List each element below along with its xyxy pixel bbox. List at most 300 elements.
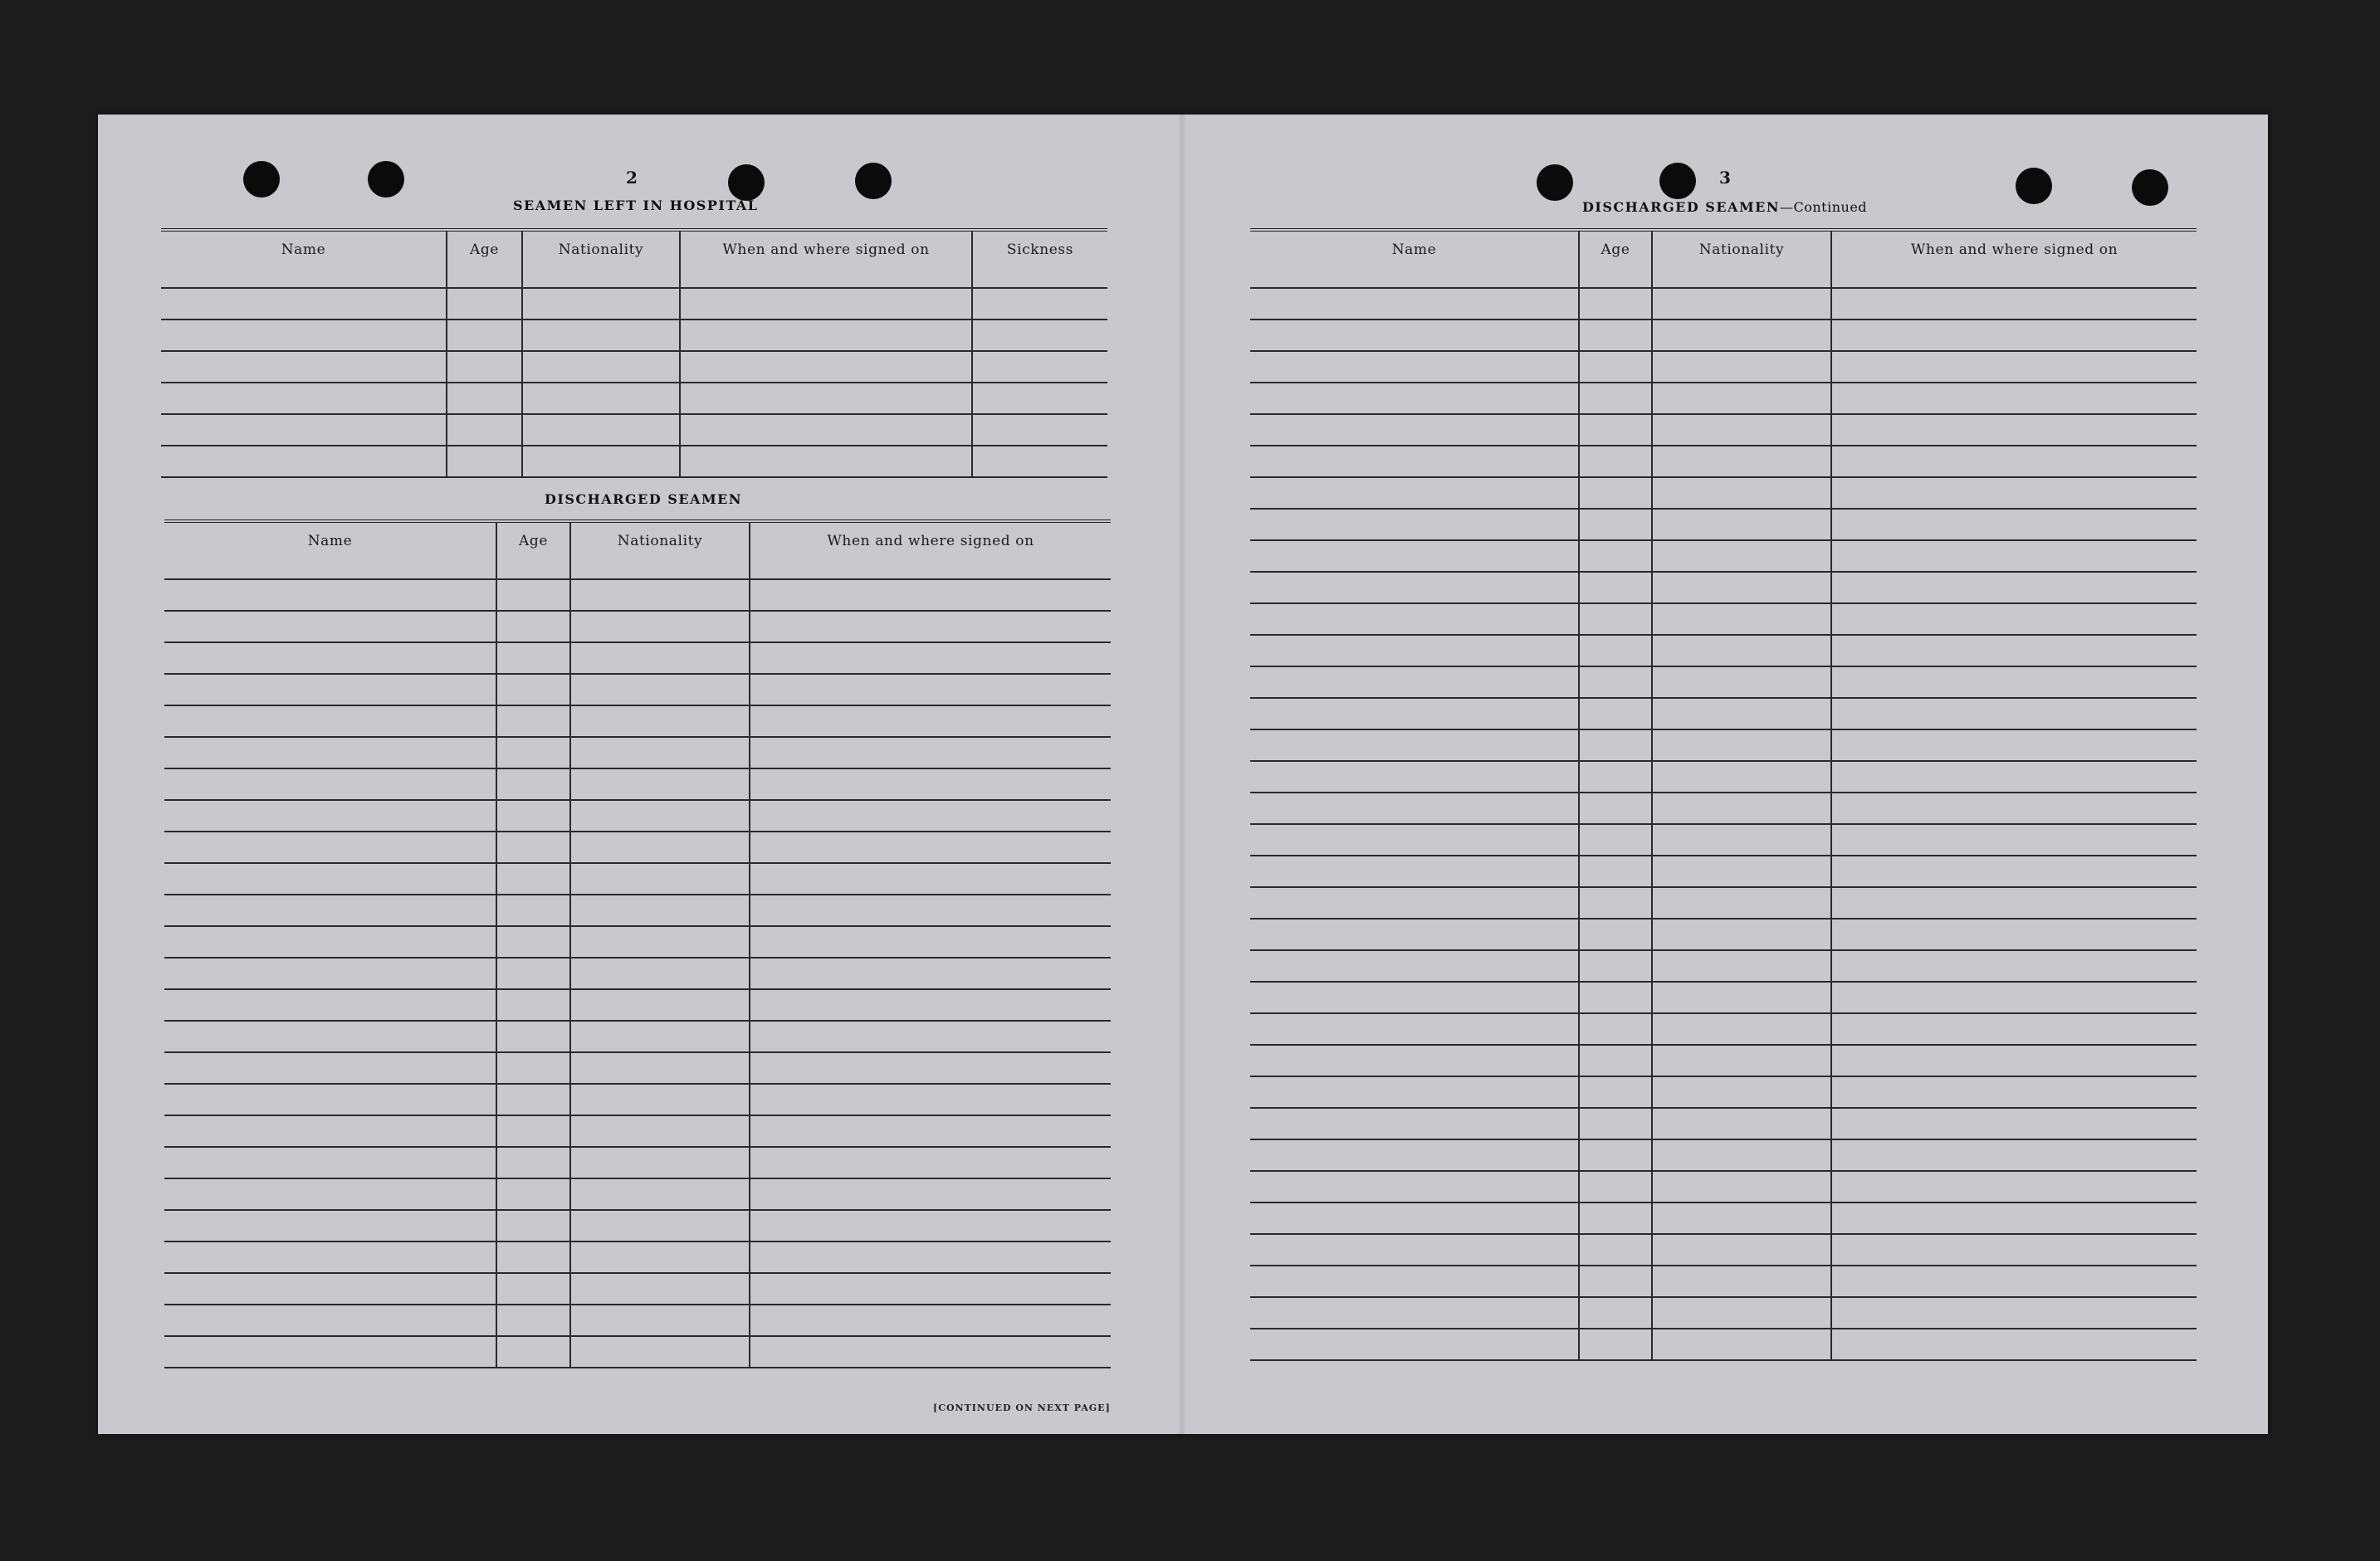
table-cell [1831, 351, 2197, 383]
table-cell [750, 1178, 1111, 1210]
table-cell [164, 611, 496, 642]
table-cell [1831, 288, 2197, 320]
column-header: When and where signed on [1831, 230, 2197, 288]
page-fold [1179, 115, 1185, 1434]
table-cell [522, 320, 680, 351]
table-cell [1652, 635, 1831, 666]
table-cell [972, 383, 1107, 414]
table-row [1250, 1013, 2197, 1045]
punch-hole [1537, 164, 1573, 201]
table-cell [496, 1084, 570, 1115]
table-cell [1652, 856, 1831, 887]
punch-hole [855, 163, 892, 199]
table-cell [1250, 477, 1579, 509]
table-cell [680, 414, 972, 446]
table-cell [522, 288, 680, 320]
table-cell [1250, 919, 1579, 950]
table-cell [972, 414, 1107, 446]
table-cell [496, 1052, 570, 1084]
table-cell [1250, 446, 1579, 477]
table-row [1250, 666, 2197, 698]
table-cell [570, 1241, 750, 1273]
table-cell [164, 1084, 496, 1115]
table-row [1250, 919, 2197, 950]
table-cell [164, 737, 496, 768]
table-cell [972, 288, 1107, 320]
table-cell [496, 768, 570, 800]
table-cell [1579, 1202, 1652, 1234]
discharged-table-body [164, 579, 1111, 1368]
table-cell [1579, 887, 1652, 919]
table-row [1250, 824, 2197, 856]
table-cell [1831, 856, 2197, 887]
table-cell [1250, 856, 1579, 887]
table-cell [1250, 666, 1579, 698]
punch-hole [2016, 168, 2052, 204]
table-row [164, 1052, 1111, 1084]
table-cell [1250, 351, 1579, 383]
table-cell [570, 989, 750, 1021]
table-cell [447, 383, 522, 414]
table-cell [570, 1115, 750, 1147]
table-cell [496, 926, 570, 958]
table-cell [1250, 288, 1579, 320]
table-cell [1831, 1139, 2197, 1171]
table-cell [750, 863, 1111, 895]
table-cell [164, 1052, 496, 1084]
table-cell [570, 579, 750, 611]
table-cell [1652, 603, 1831, 635]
table-cell [161, 414, 447, 446]
table-row [1250, 1297, 2197, 1329]
table-cell [164, 1241, 496, 1273]
table-row [1250, 477, 2197, 509]
table-cell [1250, 383, 1579, 414]
table-row [164, 737, 1111, 768]
table-cell [1652, 793, 1831, 824]
table-cell [680, 320, 972, 351]
table-cell [750, 1021, 1111, 1052]
table-cell [1831, 635, 2197, 666]
table-cell [570, 895, 750, 926]
table-cell [496, 579, 570, 611]
discharged-header-row [164, 521, 1111, 579]
table-cell [496, 1178, 570, 1210]
column-header: Age [447, 230, 522, 288]
table-cell [1579, 919, 1652, 950]
table-cell [1250, 1045, 1579, 1076]
table-cell [447, 288, 522, 320]
table-cell [750, 1115, 1111, 1147]
table-cell [1250, 793, 1579, 824]
table-cell [447, 446, 522, 477]
table-cell [570, 800, 750, 832]
table-cell [1652, 982, 1831, 1013]
table-cell [1579, 1234, 1652, 1266]
table-cell [570, 1147, 750, 1178]
table-row [164, 768, 1111, 800]
table-cell [570, 1273, 750, 1305]
table-cell [1831, 1171, 2197, 1202]
discharged-section-title: DISCHARGED SEAMEN [545, 491, 742, 507]
table-row [1250, 1139, 2197, 1171]
punch-hole [728, 164, 765, 201]
table-row [1250, 351, 2197, 383]
table-cell [1579, 635, 1652, 666]
table-cell [1831, 540, 2197, 572]
table-cell [522, 446, 680, 477]
table-row [161, 351, 1107, 383]
table-row [1250, 1266, 2197, 1297]
table-cell [570, 705, 750, 737]
table-cell [750, 1305, 1111, 1336]
table-cell [1250, 1076, 1579, 1108]
table-cell [164, 1273, 496, 1305]
table-cell [1250, 1297, 1579, 1329]
table-cell [1250, 320, 1579, 351]
column-header: Name [164, 521, 496, 579]
table-cell [1831, 887, 2197, 919]
hospital-section-title: SEAMEN LEFT IN HOSPITAL [513, 198, 759, 213]
table-row [1250, 288, 2197, 320]
table-row [1250, 1171, 2197, 1202]
table-cell [1831, 1202, 2197, 1234]
table-row [1250, 887, 2197, 919]
punch-hole [1659, 163, 1696, 199]
table-cell [1831, 1013, 2197, 1045]
table-cell [1831, 477, 2197, 509]
table-row [1250, 729, 2197, 761]
table-row [1250, 1076, 2197, 1108]
table-cell [164, 1147, 496, 1178]
table-cell [1652, 414, 1831, 446]
table-cell [1831, 824, 2197, 856]
table-cell [1831, 446, 2197, 477]
table-cell [1250, 414, 1579, 446]
table-cell [164, 1336, 496, 1368]
table-cell [750, 674, 1111, 705]
table-row [1250, 635, 2197, 666]
table-row [1250, 1045, 2197, 1076]
table-cell [1831, 793, 2197, 824]
table-cell [1579, 982, 1652, 1013]
table-cell [1652, 729, 1831, 761]
table-cell [161, 320, 447, 351]
table-cell [1579, 666, 1652, 698]
table-cell [1652, 320, 1831, 351]
table-cell [1579, 793, 1652, 824]
table-cell [1250, 1234, 1579, 1266]
table-row [164, 1241, 1111, 1273]
table-cell [522, 383, 680, 414]
column-header: Nationality [570, 521, 750, 579]
table-cell [1250, 1171, 1579, 1202]
table-row [164, 989, 1111, 1021]
table-cell [570, 1178, 750, 1210]
table-cell [1579, 729, 1652, 761]
punch-hole [243, 161, 280, 198]
table-cell [750, 800, 1111, 832]
table-cell [1652, 761, 1831, 793]
table-cell [750, 989, 1111, 1021]
table-row [164, 1115, 1111, 1147]
table-cell [1579, 351, 1652, 383]
table-cell [496, 705, 570, 737]
table-cell [1652, 824, 1831, 856]
table-cell [522, 414, 680, 446]
table-cell [164, 800, 496, 832]
table-cell [1579, 320, 1652, 351]
table-cell [1250, 950, 1579, 982]
table-row [164, 1273, 1111, 1305]
table-cell [164, 642, 496, 674]
table-cell [1579, 509, 1652, 540]
table-row [164, 579, 1111, 611]
table-row [164, 958, 1111, 989]
table-cell [1579, 1076, 1652, 1108]
table-cell [496, 611, 570, 642]
table-cell [164, 768, 496, 800]
table-cell [1652, 887, 1831, 919]
table-cell [1579, 698, 1652, 729]
table-cell [1250, 761, 1579, 793]
table-cell [1250, 540, 1579, 572]
table-row [1250, 446, 2197, 477]
table-row [164, 863, 1111, 895]
table-row [1250, 1329, 2197, 1360]
hospital-table [161, 228, 1107, 478]
table-cell [161, 383, 447, 414]
table-cell [1652, 1329, 1831, 1360]
table-cell [1579, 1139, 1652, 1171]
table-cell [1579, 446, 1652, 477]
punch-hole [2132, 169, 2168, 206]
table-cell [750, 926, 1111, 958]
table-cell [1250, 1139, 1579, 1171]
table-row [1250, 793, 2197, 824]
continued-suffix: —Continued [1779, 199, 1868, 215]
hospital-table-body [161, 288, 1107, 477]
table-cell [161, 351, 447, 383]
column-header: Name [161, 230, 447, 288]
table-cell [496, 832, 570, 863]
hospital-header-row [161, 230, 1107, 288]
table-row [1250, 603, 2197, 635]
table-cell [1579, 1171, 1652, 1202]
table-cell [164, 1178, 496, 1210]
table-row [161, 288, 1107, 320]
column-header: When and where signed on [680, 230, 972, 288]
table-cell [164, 832, 496, 863]
punch-hole [368, 161, 404, 198]
discharged-continued-title-text: DISCHARGED SEAMEN [1582, 199, 1780, 215]
table-cell [447, 320, 522, 351]
table-row [1250, 856, 2197, 887]
table-cell [570, 1336, 750, 1368]
table-cell [1250, 982, 1579, 1013]
table-cell [680, 351, 972, 383]
table-row [161, 414, 1107, 446]
table-cell [496, 1241, 570, 1273]
column-header: Nationality [522, 230, 680, 288]
table-cell [750, 768, 1111, 800]
continued-header-row [1250, 230, 2197, 288]
table-cell [1250, 887, 1579, 919]
table-row [161, 446, 1107, 477]
table-cell [496, 895, 570, 926]
table-row [164, 611, 1111, 642]
table-cell [1579, 950, 1652, 982]
table-cell [1652, 950, 1831, 982]
table-cell [1831, 1234, 2197, 1266]
table-row [164, 800, 1111, 832]
table-cell [1579, 1266, 1652, 1297]
table-cell [164, 705, 496, 737]
table-cell [1831, 729, 2197, 761]
column-header: Sickness [972, 230, 1107, 288]
table-cell [570, 768, 750, 800]
table-row [1250, 698, 2197, 729]
table-cell [522, 351, 680, 383]
table-cell [1652, 1171, 1831, 1202]
table-cell [164, 1210, 496, 1241]
table-cell [750, 895, 1111, 926]
table-cell [1579, 856, 1652, 887]
table-row [164, 1147, 1111, 1178]
table-cell [1652, 919, 1831, 950]
discharged-continued-table [1250, 228, 2197, 1361]
table-cell [1831, 572, 2197, 603]
table-row [164, 1336, 1111, 1368]
table-cell [496, 642, 570, 674]
table-cell [570, 674, 750, 705]
table-row [164, 895, 1111, 926]
table-cell [750, 611, 1111, 642]
table-cell [1652, 477, 1831, 509]
table-cell [750, 832, 1111, 863]
table-cell [496, 1336, 570, 1368]
discharged-continued-title [1582, 199, 1867, 215]
table-cell [570, 611, 750, 642]
table-cell [496, 674, 570, 705]
table-cell [161, 446, 447, 477]
table-cell [1652, 666, 1831, 698]
table-row [1250, 982, 2197, 1013]
table-cell [1579, 477, 1652, 509]
table-cell [496, 800, 570, 832]
table-cell [164, 674, 496, 705]
table-cell [1652, 1234, 1831, 1266]
table-cell [1652, 1045, 1831, 1076]
table-cell [496, 989, 570, 1021]
table-cell [1250, 509, 1579, 540]
table-cell [570, 926, 750, 958]
table-cell [570, 1021, 750, 1052]
table-cell [1831, 414, 2197, 446]
table-cell [164, 989, 496, 1021]
table-cell [1579, 383, 1652, 414]
table-cell [750, 579, 1111, 611]
table-row [161, 383, 1107, 414]
table-cell [496, 1210, 570, 1241]
table-cell [1579, 1329, 1652, 1360]
table-cell [496, 1021, 570, 1052]
table-row [164, 832, 1111, 863]
table-cell [1831, 1329, 2197, 1360]
table-cell [164, 1115, 496, 1147]
table-cell [1579, 603, 1652, 635]
table-cell [161, 288, 447, 320]
table-cell [1652, 1139, 1831, 1171]
table-cell [972, 446, 1107, 477]
table-cell [750, 1210, 1111, 1241]
table-row [1250, 1202, 2197, 1234]
table-cell [164, 1021, 496, 1052]
table-cell [1831, 320, 2197, 351]
page-number-right: 3 [1719, 168, 1731, 188]
table-cell [1831, 603, 2197, 635]
table-cell [1652, 572, 1831, 603]
table-cell [1250, 1013, 1579, 1045]
table-cell [1831, 509, 2197, 540]
table-cell [1831, 761, 2197, 793]
column-header: Nationality [1652, 230, 1831, 288]
table-cell [496, 737, 570, 768]
table-cell [680, 288, 972, 320]
table-cell [1652, 1013, 1831, 1045]
table-cell [1579, 572, 1652, 603]
table-cell [1250, 603, 1579, 635]
table-row [164, 1021, 1111, 1052]
table-cell [750, 705, 1111, 737]
table-cell [680, 383, 972, 414]
column-header: When and where signed on [750, 521, 1111, 579]
table-cell [1579, 540, 1652, 572]
table-cell [750, 642, 1111, 674]
table-row [164, 1210, 1111, 1241]
table-cell [496, 1147, 570, 1178]
table-cell [1652, 1202, 1831, 1234]
table-cell [496, 1305, 570, 1336]
table-row [1250, 761, 2197, 793]
table-cell [570, 863, 750, 895]
table-cell [1250, 1202, 1579, 1234]
table-row [1250, 320, 2197, 351]
table-cell [1652, 1266, 1831, 1297]
table-cell [972, 320, 1107, 351]
table-row [164, 1305, 1111, 1336]
table-cell [1652, 446, 1831, 477]
table-cell [570, 1084, 750, 1115]
continued-footer: [CONTINUED ON NEXT PAGE] [933, 1402, 1111, 1413]
table-row [1250, 509, 2197, 540]
table-cell [164, 895, 496, 926]
table-cell [750, 1147, 1111, 1178]
table-row [164, 642, 1111, 674]
table-row [164, 926, 1111, 958]
discharged-table [164, 520, 1111, 1368]
table-cell [1652, 1108, 1831, 1139]
table-cell [680, 446, 972, 477]
table-cell [750, 1273, 1111, 1305]
table-cell [1250, 1266, 1579, 1297]
table-cell [1579, 1108, 1652, 1139]
table-cell [750, 958, 1111, 989]
table-cell [447, 414, 522, 446]
table-cell [570, 642, 750, 674]
table-cell [1652, 288, 1831, 320]
table-cell [164, 926, 496, 958]
